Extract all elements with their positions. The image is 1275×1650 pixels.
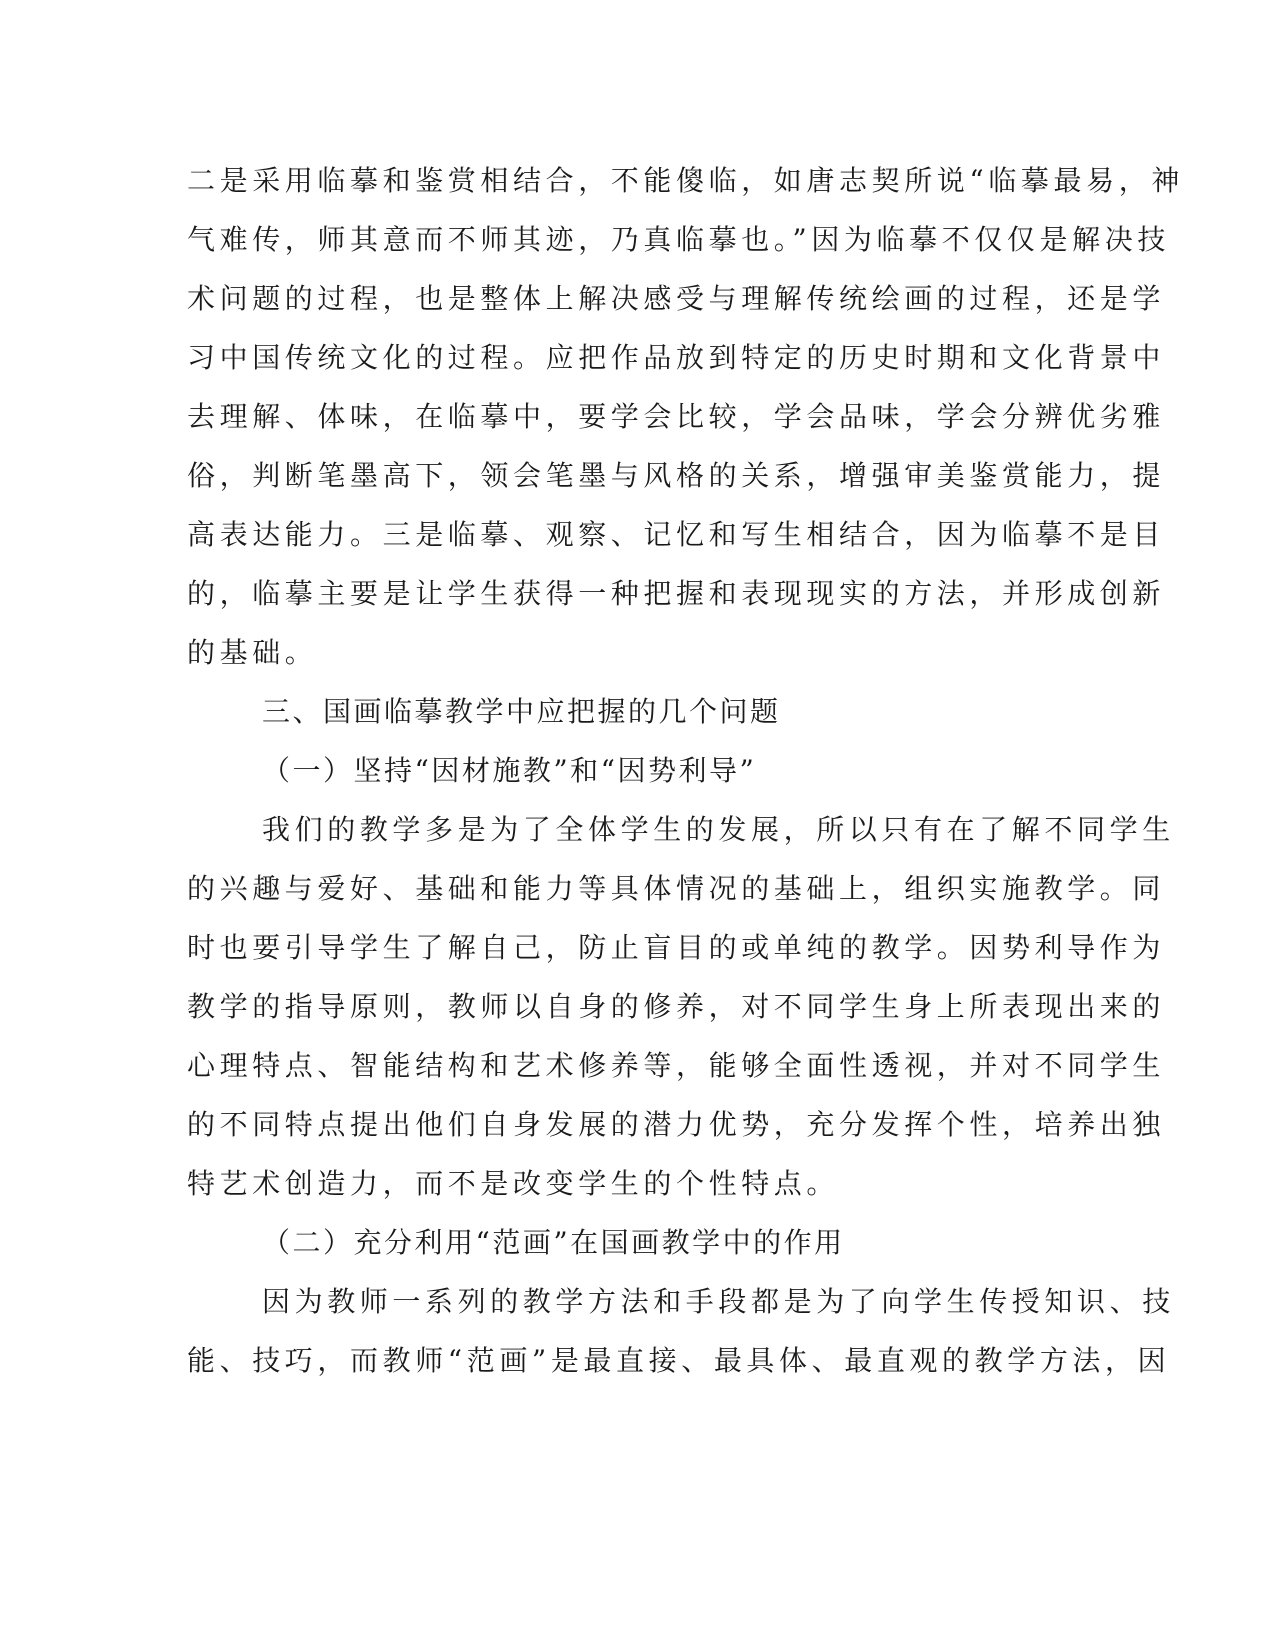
subheading-1: （一）坚持“因材施教”和“因势利导” [262, 754, 757, 787]
paragraph1-line-6: 俗，判断笔墨高下，领会笔墨与风格的关系，增强审美鉴赏能力，提 [187, 459, 1166, 492]
paragraph3-line-1: 因为教师一系列的教学方法和手段都是为了向学生传授知识、技 [262, 1285, 1175, 1318]
paragraph1-line-8: 的，临摹主要是让学生获得一种把握和表现现实的方法，并形成创新 [187, 577, 1166, 610]
paragraph1-line-9: 的基础。 [187, 636, 318, 669]
paragraph1-line-4: 习中国传统文化的过程。应把作品放到特定的历史时期和文化背景中 [187, 341, 1166, 374]
paragraph1-line-2: 气难传，师其意而不师其迹，乃真临摹也。”因为临摹不仅仅是解决技 [187, 223, 1170, 256]
paragraph1-line-7: 高表达能力。三是临摹、观察、记忆和写生相结合，因为临摹不是目 [187, 518, 1166, 551]
paragraph2-line-7: 特艺术创造力，而不是改变学生的个性特点。 [187, 1167, 840, 1200]
subheading-2: （二）充分利用“范画”在国画教学中的作用 [262, 1226, 845, 1259]
paragraph2-line-2: 的兴趣与爱好、基础和能力等具体情况的基础上，组织实施教学。同 [187, 872, 1166, 905]
paragraph2-line-1: 我们的教学多是为了全体学生的发展，所以只有在了解不同学生 [262, 813, 1175, 846]
paragraph1-line-3: 术问题的过程，也是整体上解决感受与理解传统绘画的过程，还是学 [187, 282, 1166, 315]
paragraph2-line-6: 的不同特点提出他们自身发展的潜力优势，充分发挥个性，培养出独 [187, 1108, 1166, 1141]
paragraph2-line-3: 时也要引导学生了解自己，防止盲目的或单纯的教学。因势利导作为 [187, 931, 1166, 964]
paragraph3-line-2: 能、技巧，而教师“范画”是最直接、最具体、最直观的教学方法，因 [187, 1344, 1171, 1377]
paragraph1-line-5: 去理解、体味，在临摹中，要学会比较，学会品味，学会分辨优劣雅 [187, 400, 1166, 433]
paragraph2-line-4: 教学的指导原则，教师以自身的修养，对不同学生身上所表现出来的 [187, 990, 1166, 1023]
paragraph1-line-1: 二是采用临摹和鉴赏相结合，不能傻临，如唐志契所说“临摹最易，神 [187, 164, 1184, 197]
paragraph2-line-5: 心理特点、智能结构和艺术修养等，能够全面性透视，并对不同学生 [187, 1049, 1166, 1082]
section-heading: 三、国画临摹教学中应把握的几个问题 [262, 695, 781, 728]
